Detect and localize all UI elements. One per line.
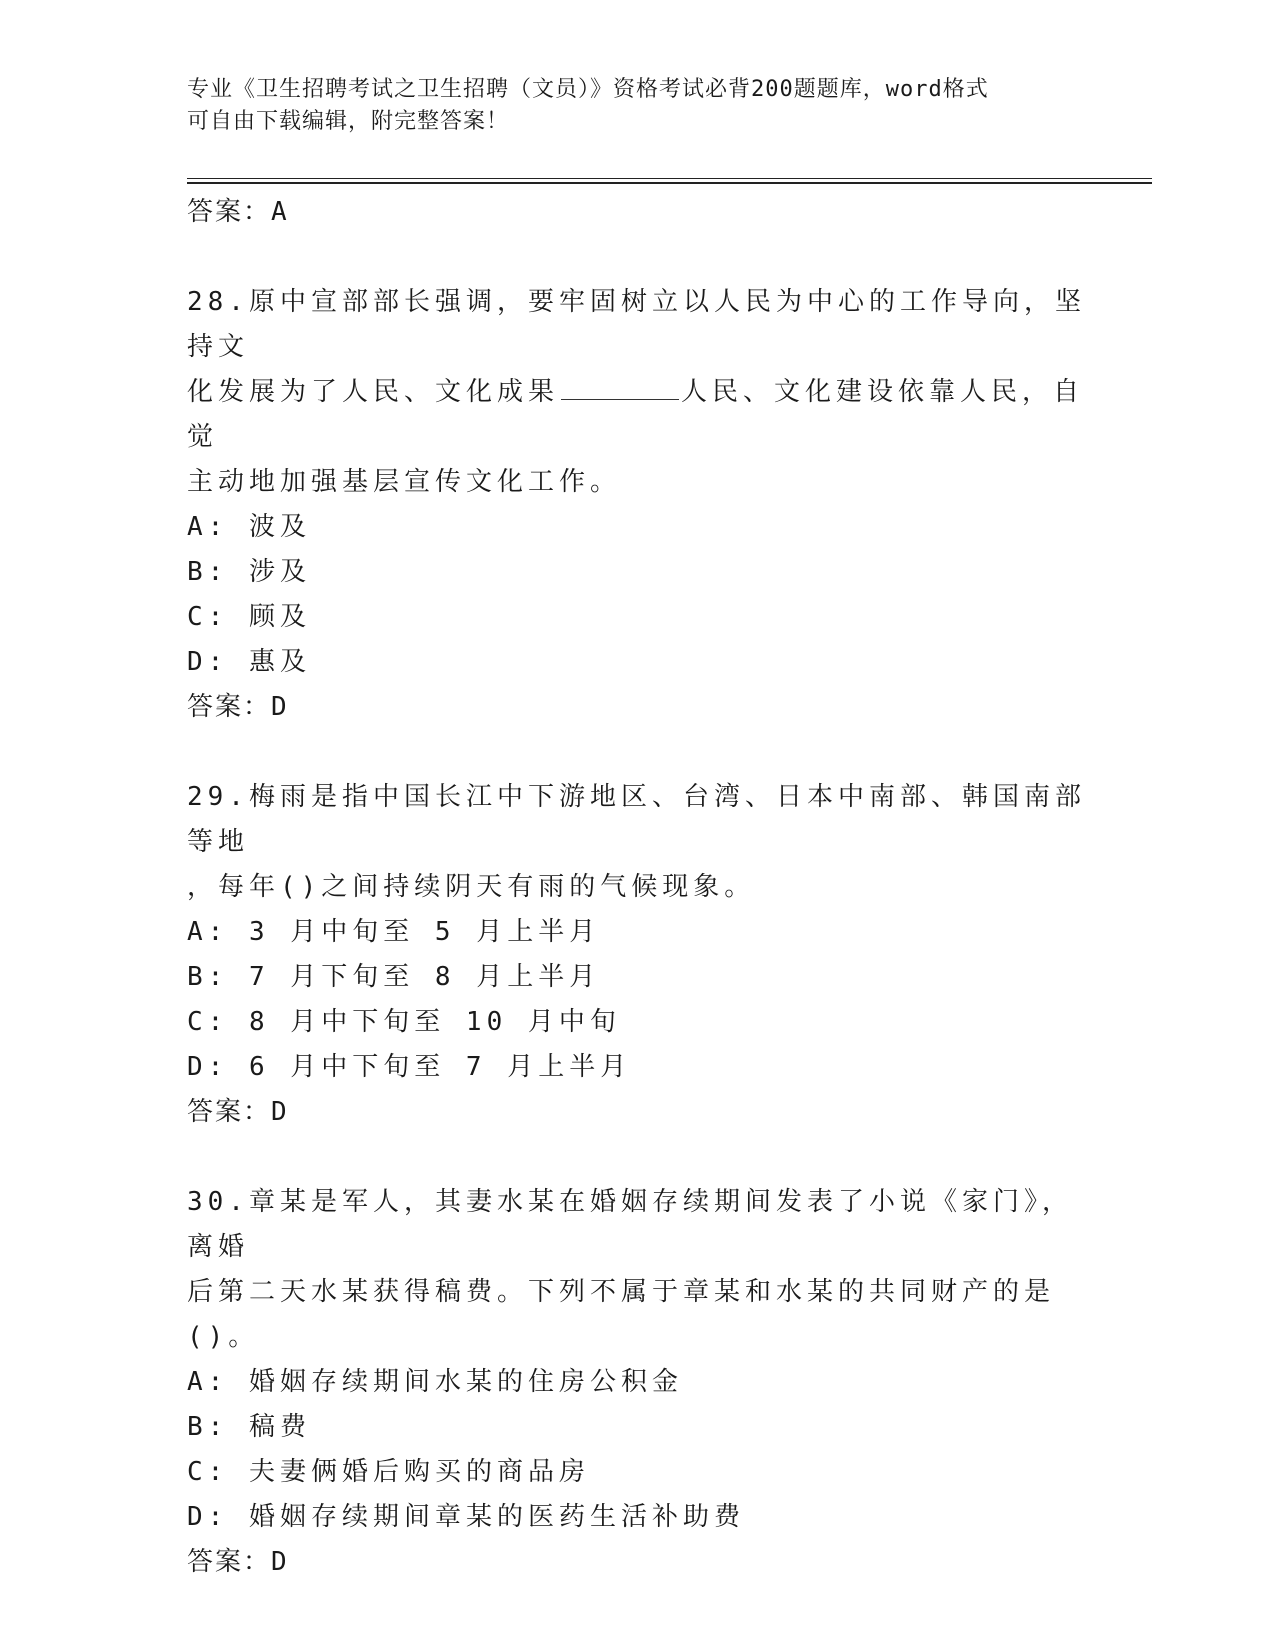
spacer	[187, 235, 1087, 280]
option-a: A: 3 月中旬至 5 月上半月	[187, 917, 601, 947]
option-b: B: 涉及	[187, 557, 311, 587]
previous-answer: 答案：A	[187, 197, 289, 227]
question-text-line: 29.梅雨是指中国长江中下游地区、台湾、日本中南部、韩国南部等地	[187, 782, 1086, 857]
question-text-line: 28.原中宣部部长强调，要牢固树立以人民为中心的工作导向，坚持文	[187, 287, 1086, 362]
option-d: D: 婚姻存续期间章某的医药生活补助费	[187, 1502, 745, 1532]
header-divider	[187, 178, 1152, 184]
question-text-line	[187, 370, 1087, 460]
answer-line: 答案：D	[187, 1547, 289, 1577]
question-text-line: ，每年()之间持续阴天有雨的气候现象。	[187, 872, 756, 902]
question-text-line: 主动地加强基层宣传文化工作。	[187, 467, 622, 497]
option-c: C: 8 月中下旬至 10 月中旬	[187, 1007, 621, 1037]
header-line-1: 专业《卫生招聘考试之卫生招聘（文员）》资格考试必背200题题库，word格式	[187, 77, 989, 102]
document-header	[187, 74, 1067, 138]
option-b: B: 稿费	[187, 1412, 311, 1442]
question-text-segment: 人民、文化建设依靠人民，自觉	[187, 377, 1085, 452]
option-d: D: 6 月中下旬至 7 月上半月	[187, 1052, 632, 1082]
option-c: C: 顾及	[187, 602, 311, 632]
option-a: A: 婚姻存续期间水某的住房公积金	[187, 1367, 683, 1397]
option-d: D: 惠及	[187, 647, 311, 677]
header-line-2: 可自由下载编辑，附完整答案！	[187, 109, 510, 134]
option-b: B: 7 月下旬至 8 月上半月	[187, 962, 601, 992]
document-body	[187, 190, 1087, 1585]
answer-line: 答案：D	[187, 692, 289, 722]
option-c: C: 夫妻俩婚后购买的商品房	[187, 1457, 590, 1487]
fill-in-blank	[561, 377, 679, 400]
question-text-segment: 化发展为了人民、文化成果	[187, 377, 560, 407]
option-a: A: 波及	[187, 512, 311, 542]
question-28	[187, 280, 1087, 730]
question-text-line: 后第二天水某获得稿费。下列不属于章某和水某的共同财产的是()。	[187, 1277, 1056, 1352]
question-30	[187, 1180, 1087, 1585]
question-text-line: 30.章某是军人，其妻水某在婚姻存续期间发表了小说《家门》，离婚	[187, 1187, 1073, 1262]
spacer	[187, 1135, 1087, 1180]
question-29	[187, 775, 1087, 1135]
answer-line: 答案：D	[187, 1097, 289, 1127]
spacer	[187, 730, 1087, 775]
